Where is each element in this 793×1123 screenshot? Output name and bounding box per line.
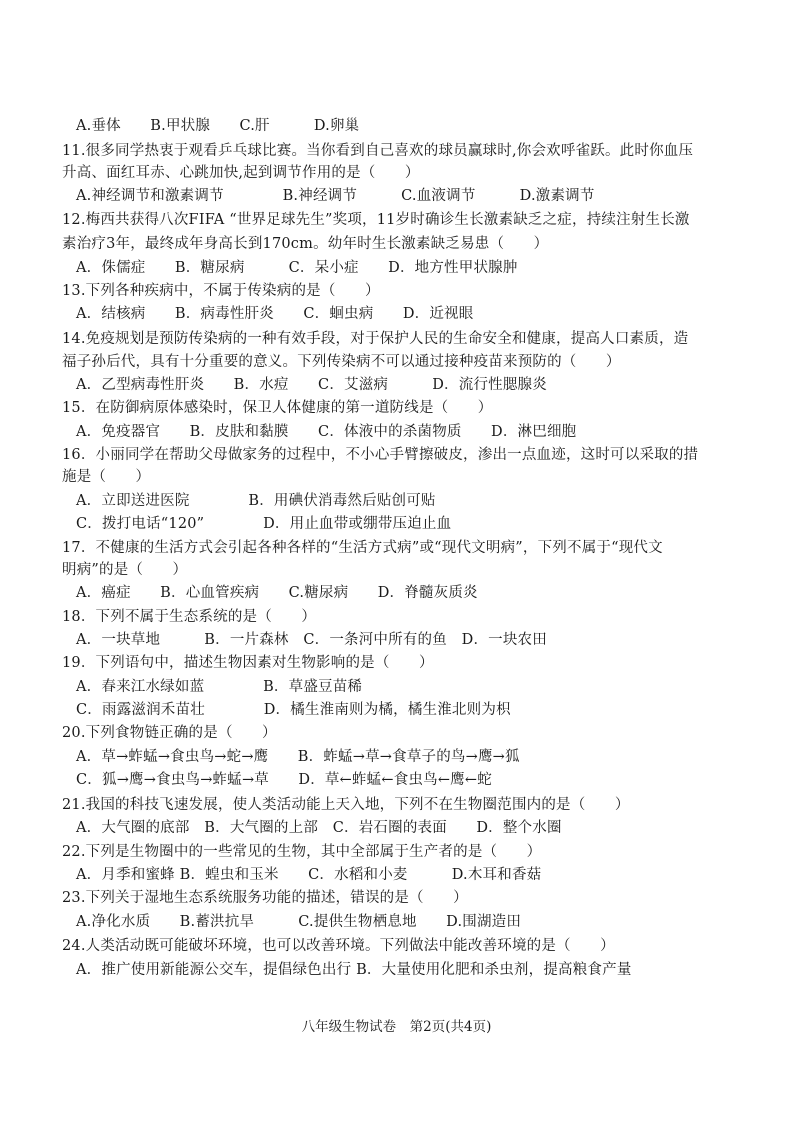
- question-text: 素治疗3年，最终成年身高长到170cm。幼年时生长激素缺乏易患（ ）: [62, 236, 549, 252]
- option-line: C．拨打电话“120” D．用止血带或绷带压迫止血: [76, 516, 452, 532]
- page-footer: 八年级生物试卷 第2页(共4页): [301, 1019, 492, 1035]
- option-line: A．春来江水绿如蓝 B．草盛豆苗稀: [76, 679, 363, 695]
- question-13: 13.下列各种疾病中，不属于传染病的是（ ）: [62, 283, 380, 299]
- question-22: 22.下列是生物圈中的一些常见的生物，其中全部属于生产者的是（ ）: [62, 844, 542, 860]
- option-line: A．癌症 B．心血管疾病 C.糖尿病 D．脊髓灰质炎: [76, 585, 478, 601]
- question-11: 11.很多同学热衷于观看乒乓球比赛。当你看到自己喜欢的球员赢球时,你会欢呼雀跃。此时你血压: [62, 143, 694, 159]
- option-line: A．大气圈的底部 B．大气圈的上部 C．岩石圈的表面 D．整个水圈: [76, 820, 562, 836]
- option-line: A．侏儒症 B．糖尿病 C．呆小症 D．地方性甲状腺肿: [76, 260, 518, 276]
- question-text: 升高、面红耳赤、心跳加快,起到调节作用的是（ ）: [62, 165, 420, 181]
- question-17: 17．不健康的生活方式会引起各种各样的“生活方式病”或“现代文明病”，下列不属于“现代文: [62, 540, 663, 556]
- option-line: A．免疫器官 B．皮肤和黏膜 C．体液中的杀菌物质 D．淋巴细胞: [76, 424, 577, 440]
- question-text: 明病”的是（ ）: [62, 562, 188, 578]
- option-line: A．结核病 B．病毒性肝炎 C．蛔虫病 D．近视眼: [76, 306, 474, 322]
- question-24: 24.人类活动既可能破坏环境，也可以改善环境。下列做法中能改善环境的是（ ）: [62, 938, 615, 954]
- option-line: A．草→蚱蜢→食虫鸟→蛇→鹰 B．蚱蜢→草→食草子的鸟→鹰→狐: [76, 749, 520, 765]
- question-21: 21.我国的科技飞速发展，使人类活动能上天入地，下列不在生物圈范围内的是（ ）: [62, 797, 630, 813]
- question-19: 19．下列语句中，描述生物因素对生物影响的是（ ）: [62, 655, 434, 671]
- question-14: 14.免疫规划是预防传染病的一种有效手段，对于保护人民的生命安全和健康，提高人口素质，造: [62, 331, 689, 347]
- question-20: 20.下列食物链正确的是（ ）: [62, 725, 277, 741]
- option-line: A.垂体 B.甲状腺 C.肝 D.卵巢: [76, 118, 360, 134]
- question-15: 15．在防御病原体感染时，保卫人体健康的第一道防线是（ ）: [62, 400, 493, 416]
- question-12: 12.梅西共获得八次FIFA “世界足球先生”奖项，11岁时确诊生长激素缺乏之症，持续注射生长激: [62, 212, 690, 228]
- question-23: 23.下列关于湿地生态系统服务功能的描述，错误的是（ ）: [62, 890, 468, 906]
- question-text: 福子孙后代，具有十分重要的意义。下列传染病不可以通过接种疫苗来预防的（ ）: [62, 354, 621, 370]
- option-line: A.神经调节和激素调节 B.神经调节 C.血液调节 D.激素调节: [76, 188, 595, 204]
- option-line: A．推广使用新能源公交车，提倡绿色出行 B．大量使用化肥和杀虫剂，提高粮食产量: [76, 962, 632, 978]
- question-text: 施是（ ）: [62, 469, 151, 485]
- option-line: A．立即送进医院 B．用碘伏消毒然后贴创可贴: [76, 493, 436, 509]
- question-18: 18．下列不属于生态系统的是（ ）: [62, 609, 317, 625]
- option-line: C．雨露滋润禾苗壮 D．橘生淮南则为橘，橘生淮北则为枳: [76, 702, 511, 718]
- option-line: A.净化水质 B.蓄洪抗旱 C.提供生物栖息地 D.围湖造田: [76, 914, 522, 930]
- option-line: A．一块草地 B．一片森林 C．一条河中所有的鱼 D．一块农田: [76, 632, 547, 648]
- question-16: 16．小丽同学在帮助父母做家务的过程中，不小心手臂擦破皮，渗出一点血迹，这时可以采取的措: [62, 447, 699, 463]
- option-line: A．乙型病毒性肝炎 B．水痘 C．艾滋病 D．流行性腮腺炎: [76, 377, 547, 393]
- option-line: C．狐→鹰→食虫鸟→蚱蜢→草 D．草←蚱蜢←食虫鸟←鹰←蛇: [76, 772, 492, 788]
- option-line: A．月季和蜜蜂 B．蝗虫和玉米 C．水稻和小麦 D.木耳和香菇: [76, 867, 542, 883]
